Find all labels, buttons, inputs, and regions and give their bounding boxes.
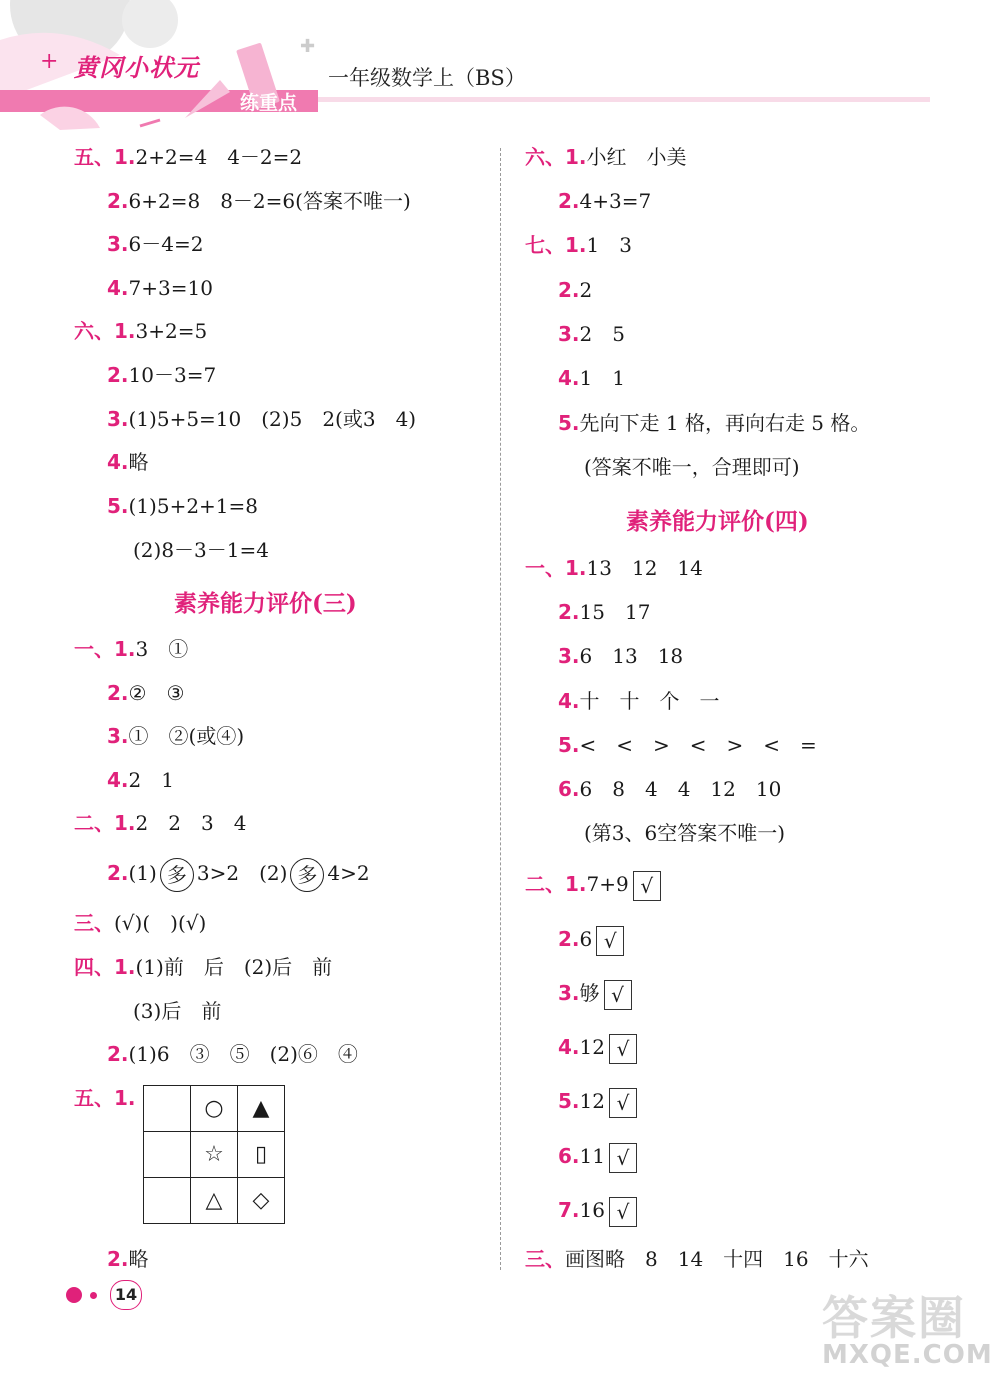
answer-line: (答案不唯一，合理即可) bbox=[584, 455, 800, 479]
brand-logo: 黄冈小状元 bbox=[74, 54, 199, 82]
answer-line: 3.6－4=2 bbox=[107, 232, 204, 256]
answer-line: 2.4+3=7 bbox=[558, 189, 652, 213]
answer-line: 六、1.小红 小美 bbox=[525, 145, 687, 169]
answer-line: 一、1.13 12 14 bbox=[525, 556, 703, 580]
answer-line: 5.先向下走 1 格，再向右走 5 格。 bbox=[558, 411, 871, 435]
answer-line: 2.2 bbox=[558, 278, 593, 302]
answer-line: 3.2 5 bbox=[558, 322, 625, 346]
checkbox-checked-icon: √ bbox=[609, 1197, 637, 1227]
checkbox-checked-icon: √ bbox=[609, 1088, 637, 1118]
section-title: 素养能力评价(四) bbox=[626, 508, 809, 535]
section-title: 素养能力评价(三) bbox=[174, 590, 357, 617]
answer-line: 6.11 √ bbox=[558, 1140, 637, 1173]
answer-line: 4.7+3=10 bbox=[107, 276, 213, 300]
answer-line: 二、1.2 2 3 4 bbox=[74, 811, 247, 835]
diamond-icon: ◇ bbox=[238, 1178, 285, 1224]
answer-line: 3.① ②(或④) bbox=[107, 724, 245, 748]
checkbox-checked-icon: √ bbox=[604, 980, 632, 1010]
grid-cell bbox=[144, 1132, 191, 1178]
triangle-icon: △ bbox=[191, 1178, 238, 1224]
answer-line: 5.12 √ bbox=[558, 1085, 637, 1118]
answer-line: 5.< < > < > < = bbox=[558, 733, 817, 757]
bullet-dot-icon bbox=[90, 1292, 97, 1299]
answer-line: 2.6+2=8 8－2=6(答案不唯一) bbox=[107, 189, 411, 213]
rectangle-icon: ▯ bbox=[238, 1132, 285, 1178]
header-rule bbox=[318, 97, 930, 102]
answer-line: 三、画图略 8 14 十四 16 十六 bbox=[525, 1247, 869, 1271]
circled-answer: 多 bbox=[160, 858, 194, 892]
answer-line: 7.16 √ bbox=[558, 1194, 637, 1227]
watermark-url: MXQE.COM bbox=[822, 1340, 993, 1370]
checkbox-checked-icon: √ bbox=[596, 926, 624, 956]
svg-text:✚: ✚ bbox=[300, 36, 316, 57]
shape-grid bbox=[143, 1085, 285, 1224]
checkbox-checked-icon: √ bbox=[609, 1034, 637, 1064]
answer-line: 6.6 8 4 4 12 10 bbox=[558, 777, 782, 801]
answer-line: 二、1.7+9 √ bbox=[525, 868, 661, 901]
page-number: 14 bbox=[110, 1280, 142, 1310]
triangle-filled-icon: ▲ bbox=[238, 1086, 285, 1132]
answer-line: 3.(1)5+5=10 (2)5 2(或3 4) bbox=[107, 407, 417, 431]
answer-line: 3.6 13 18 bbox=[558, 644, 684, 668]
watermark-text: 答案圈 bbox=[822, 1291, 966, 1345]
column-divider bbox=[500, 148, 501, 1270]
bullet-dot-icon bbox=[66, 1287, 82, 1303]
answer-line: (2)8－3－1=4 bbox=[133, 538, 269, 562]
answer-line: 三、(√)( )(√) bbox=[74, 911, 207, 935]
page-subject: 一年级数学上（BS） bbox=[328, 66, 526, 90]
answer-line: 2.(1) 多 3>2 (2) 多 4>2 bbox=[107, 856, 370, 892]
answer-line: 2.略 bbox=[107, 1247, 149, 1271]
answer-line: 四、1.(1)前 后 (2)后 前 bbox=[74, 955, 333, 979]
answer-line: 2.② ③ bbox=[107, 681, 185, 705]
answer-line: 一、1.3 ① bbox=[74, 637, 189, 661]
answer-line: 4.2 1 bbox=[107, 768, 174, 792]
answer-line: 2.10－3=7 bbox=[107, 363, 217, 387]
circled-answer: 多 bbox=[290, 858, 324, 892]
grid-cell bbox=[144, 1086, 191, 1132]
grid-cell bbox=[144, 1178, 191, 1224]
checkbox-checked-icon: √ bbox=[633, 871, 661, 901]
answer-line: 七、1.1 3 bbox=[525, 233, 632, 257]
answer-line: 4.略 bbox=[107, 450, 149, 474]
header-badge: 练重点 bbox=[240, 92, 298, 114]
answer-line: 2.6 √ bbox=[558, 923, 624, 956]
answer-line: 4.1 1 bbox=[558, 366, 625, 390]
answer-line: 5.(1)5+2+1=8 bbox=[107, 494, 259, 518]
circle-icon: ○ bbox=[191, 1086, 238, 1132]
answer-line: 六、1.3+2=5 bbox=[74, 319, 208, 343]
answer-line: 4.12 √ bbox=[558, 1031, 637, 1064]
answer-line: 2.(1)6 ③ ⑤ (2)⑥ ④ bbox=[107, 1042, 358, 1066]
answer-line: 五、1. bbox=[74, 1086, 136, 1110]
svg-text:+: + bbox=[40, 49, 59, 74]
checkbox-checked-icon: √ bbox=[609, 1143, 637, 1173]
answer-line: (第3、6空答案不唯一) bbox=[584, 821, 786, 845]
answer-line: 3.够 √ bbox=[558, 977, 632, 1010]
answer-line: 五、1.2+2=4 4－2=2 bbox=[74, 145, 303, 169]
answer-line: 2.15 17 bbox=[558, 600, 651, 624]
answer-line: 4.十 十 个 一 bbox=[558, 689, 720, 713]
star-icon: ☆ bbox=[191, 1132, 238, 1178]
answer-line: (3)后 前 bbox=[133, 999, 222, 1023]
